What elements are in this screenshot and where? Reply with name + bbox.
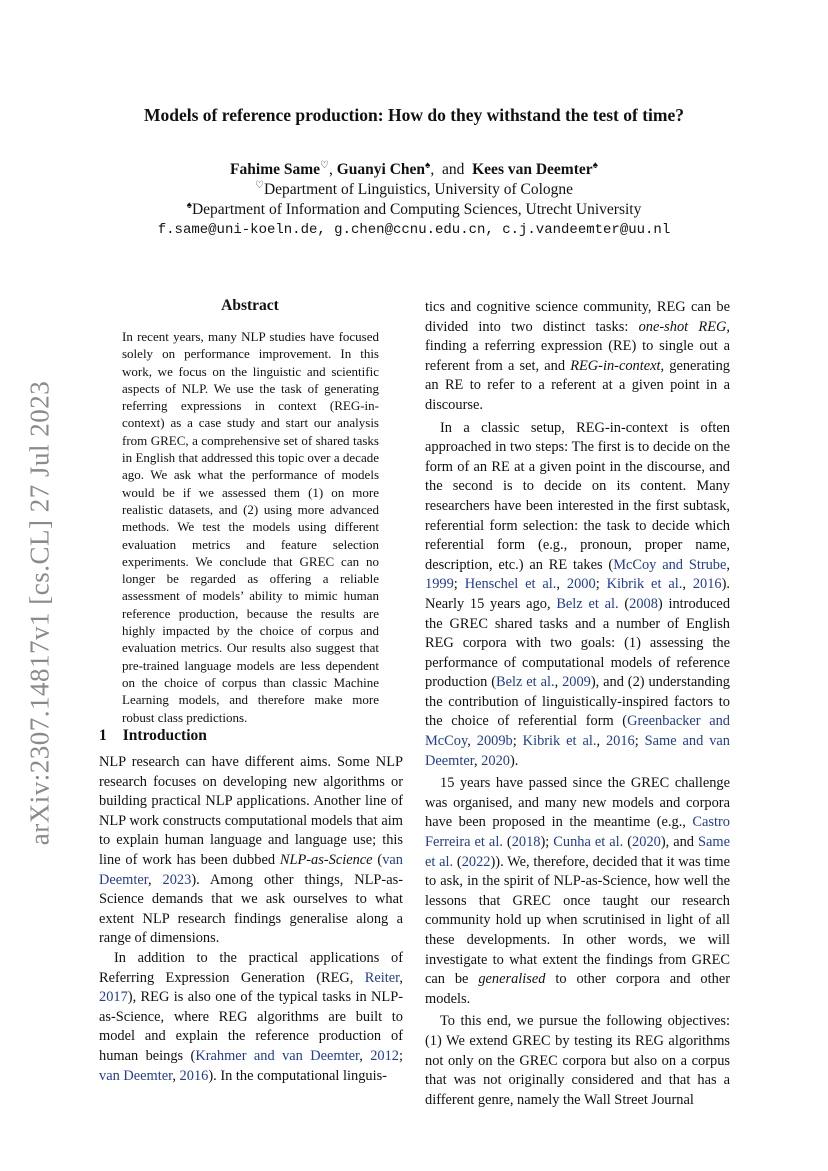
abstract-heading: Abstract — [221, 297, 279, 314]
citation-link[interactable]: Cunha et al. — [553, 834, 624, 851]
paragraph: In a classic setup, REG-in-context is often approached in two steps: The first is to decide on the form of an RE at a given point in the discourse, and the second is to decide on its content. Many researchers have been interested in the first subtask, referential form selection: the task to decide which referential form (e.g., pronoun, proper name, description, etc.) an RE takes (McCoy and Strube, 1999; Henschel et al., 2000; Kibrik et al., 2016). Nearly 15 years ago, Belz et al. (2008) introduced the GREC shared tasks and a number of English REG corpora with two goals: (1) assessing the performance of computational models of reference production (Belz et al., 2009), and (2) understanding the contribution of linguistically-inspired factors to the choice of referential form (Greenbacker and McCoy, 2009b; Kibrik et al., 2016; Same and van Deemter, 2020). — [425, 419, 731, 769]
affiliation-mark: ♡ — [320, 159, 329, 171]
paragraph: NLP research can have different aims. Some NLP research focuses on developing new algorithms or building practical NLP applications. Another line of NLP work constructs computational models that aim to explain human language and language use; this line of work has been dubbed NLP-as-Science (van Deemter, 2023). Among other things, NLP-as-Science demands that we ask ourselves to what extent NLP research findings generalise along a range of dimensions. — [99, 754, 404, 947]
citation-link[interactable]: Kibrik et al. — [522, 733, 597, 750]
paragraph: In addition to the practical applications of Referring Expression Generation (REG, Reiter, 2017), REG is also one of the typical tasks in NLP-as-Science, where REG algorithms are built to model and explain the reference production of human beings (Krahmer and van Deemter, 2012; van Deemter, 2016). In the computational linguis- — [99, 949, 403, 1084]
citation-link[interactable]: Henschel et al. — [464, 576, 557, 593]
citation-link[interactable]: van Deemter — [99, 1067, 173, 1084]
affiliation-line — [0, 180, 828, 200]
citation-link[interactable]: Castro Ferreira et al. — [425, 814, 730, 851]
citation-link[interactable]: 2012 — [370, 1047, 399, 1064]
section-heading — [99, 727, 207, 745]
affiliation-mark: ♠ — [425, 159, 431, 171]
citation-link[interactable]: Krahmer and van Deemter — [195, 1047, 360, 1064]
citation-link[interactable]: 2022 — [461, 853, 491, 870]
citation-link[interactable]: 2016 — [605, 733, 635, 750]
author-name: Guanyi Chen — [336, 161, 426, 178]
author-emails: f.same@uni-koeln.de, g.chen@ccnu.edu.cn, c.j.vandeemter@uu.nl — [157, 222, 671, 238]
affiliation-text: Department of Linguistics, University of Cologne — [263, 181, 574, 198]
citation-link[interactable]: Reiter — [364, 969, 400, 986]
citation-link[interactable]: 2016 — [692, 576, 722, 593]
paragraph: To this end, we pursue the following objectives: (1) We extend GREC by testing its REG algorithms not only on the GREC corpora but also on a corpus that was not originally considered and that has a different genre, namely the Wall Street Journal — [425, 1013, 730, 1108]
paragraph: tics and cognitive science community, REG can be divided into two distinct tasks: one-shot REG, finding a referring expression (RE) to single out a referent from a set, and REG-in-context, generating an RE to refer to a referent at a given point in a discourse. — [425, 299, 730, 413]
author-name: Kees van Deemter — [472, 161, 593, 178]
citation-link[interactable]: Greenbacker and McCoy — [425, 713, 730, 750]
section-number: 1 — [99, 727, 107, 744]
citation-link[interactable]: 1999 — [425, 576, 454, 593]
citation-link[interactable]: 2000 — [566, 576, 596, 593]
citation-link[interactable]: 2008 — [629, 595, 658, 612]
paper-title: Models of reference production: How do they withstand the test of time? — [143, 105, 684, 125]
affiliation-text: Department of Information and Computing Sciences, Utrecht University — [191, 201, 642, 218]
citation-link[interactable]: Same and van Deemter — [425, 733, 730, 769]
abstract-body — [122, 328, 379, 726]
citation-link[interactable]: 2017 — [99, 989, 128, 1006]
author-names: Fahime Same♡, Guanyi Chen♠, and Kees van Deemter♠ — [230, 159, 598, 178]
paragraph: 15 years have passed since the GREC challenge was organised, and many new models and corpora have been proposed in the meantime (e.g., Castro Ferreira et al. (2018); Cunha et al. (2020), and Same et al. (2022)). We, therefore, decided that it was time to ask, in the spirit of NLP-as-Science, how well the lessons that GREC once taught our research community hold up when scrutinised in light of all these developments. In other words, we will investigate to what extent the findings from GREC can be generalised to other corpora and other models. — [425, 775, 730, 1007]
citation-link[interactable]: Belz et al. — [556, 595, 619, 612]
citation-link[interactable]: 2023 — [162, 871, 192, 888]
citation-link[interactable]: McCoy and Strube — [613, 556, 727, 573]
citation-link[interactable]: 2009 — [562, 674, 591, 691]
left-column — [99, 753, 403, 1086]
affiliation-mark: ♠ — [592, 159, 598, 171]
citation-link[interactable]: Belz et al. — [496, 674, 555, 691]
arxiv-identifier: arXiv:2307.14817v1 [cs.CL] 27 Jul 2023 — [24, 380, 55, 846]
citation-link[interactable]: Same et al. — [425, 834, 730, 870]
affiliation-line — [0, 200, 828, 220]
citation-link[interactable]: 2020 — [632, 834, 661, 851]
author-name: Fahime Same — [230, 161, 321, 178]
citation-link[interactable]: 2018 — [511, 834, 541, 851]
affiliation-mark: ♡ — [254, 179, 264, 191]
section-title: Introduction — [122, 727, 207, 744]
citation-link[interactable]: 2009b — [476, 733, 513, 750]
citation-link[interactable]: 2020 — [481, 752, 510, 769]
citation-link[interactable]: van Deemter — [99, 851, 403, 888]
author-block — [0, 160, 828, 240]
abstract-text: In recent years, many NLP studies have focused solely on performance improvement. In this work, we focus on the linguistic and scientific aspects of NLP. We use the task of generating referring expressions in context (REG-in-context) as a case study and start our analysis from GREC, a comprehensive set of shared tasks in English that addressed this topic over a decade ago. We ask what the performance of models would be if we assessed them (1) on more realistic datasets, and (2) using more advanced methods. We test the models using different evaluation metrics and feature selection experiments. We conclude that GREC can no longer be regarded as offering a reliable assessment of models’ ability to mimic human reference production, because the results are highly impacted by the choice of corpus and evaluation metrics. Our results also suggest that pre-trained language models are less dependent on the choice of corpus than classic Machine Learning models, and therefore make more robust class predictions. — [122, 329, 379, 725]
citation-link[interactable]: Kibrik et al. — [606, 576, 683, 593]
author-conjunction: and — [441, 161, 465, 178]
affiliation-mark: ♠ — [186, 199, 192, 211]
right-column — [425, 298, 730, 1110]
citation-link[interactable]: 2016 — [179, 1067, 209, 1084]
